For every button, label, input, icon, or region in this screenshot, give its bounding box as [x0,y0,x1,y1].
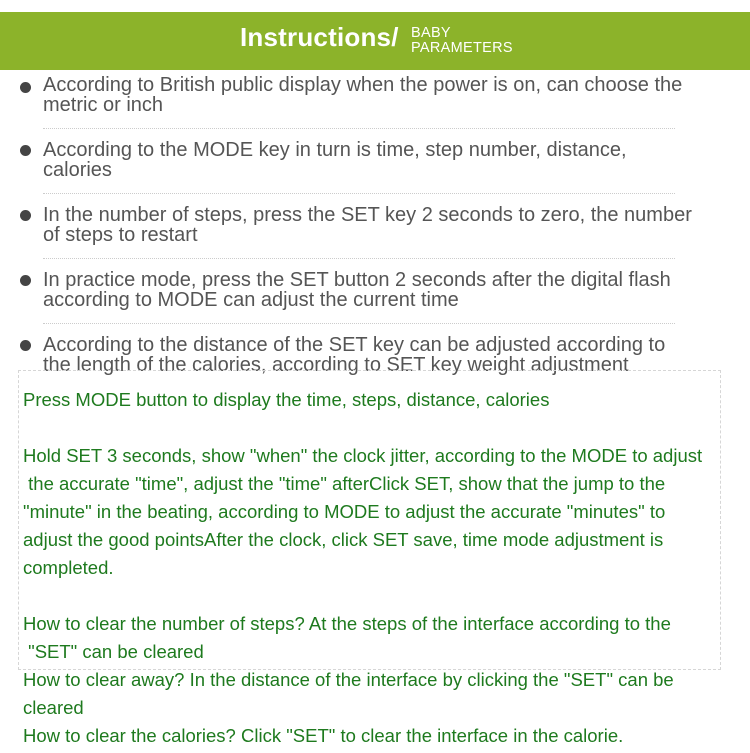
subtitle-line-1: BABY [411,25,451,41]
bullet-text: In practice mode, press the SET button 2 seconds after the digital flash according to MODE can adjust the current time [43,269,671,311]
instruction-line: cleared [23,697,84,718]
bullet-text: According to the MODE key in turn is time, step number, distance, calories [43,139,627,181]
bullet-dot-icon [20,210,31,221]
instruction-line: the accurate "time", adjust the "time" afterClick SET, show that the jump to the [23,473,666,494]
separator [43,323,675,324]
instruction-line: "minute" in the beating, according to MODE to adjust the accurate "minutes" to [23,501,666,522]
instruction-line: completed. [23,557,114,578]
bullet-dot-icon [20,145,31,156]
subtitle-line-2: PARAMETERS [411,40,513,56]
separator [43,128,675,129]
separator [43,193,675,194]
instruction-line: How to clear the calories? Click "SET" to clear the interface in the calorie. [23,725,624,746]
page-subtitle [411,26,513,56]
instruction-line: Press MODE button to display the time, steps, distance, calories [23,389,550,410]
instruction-line: Hold SET 3 seconds, show "when" the clock jitter, according to the MODE to adjust [23,445,703,466]
bullet-dot-icon [20,275,31,286]
instruction-line: How to clear away? In the distance of the interface by clicking the "SET" can be [23,669,674,690]
bullet-text: In the number of steps, press the SET key 2 seconds to zero, the number of steps to restart [43,204,692,246]
bullet-text: According to the distance of the SET key can be adjusted according to the length of the calories, according to SET key weight adjustment [43,334,666,376]
instruction-line: How to clear the number of steps? At the steps of the interface according to the [23,613,671,634]
page-title: Instructions/ [240,22,399,52]
instruction-line: "SET" can be cleared [23,641,204,662]
bullet-dot-icon [20,340,31,351]
bullet-text: According to British public display when the power is on, can choose the metric or inch [43,74,683,116]
separator [43,258,675,259]
instruction-line: adjust the good pointsAfter the clock, click SET save, time mode adjustment is [23,529,664,550]
header-banner [0,12,750,70]
bullet-dot-icon [20,82,31,93]
